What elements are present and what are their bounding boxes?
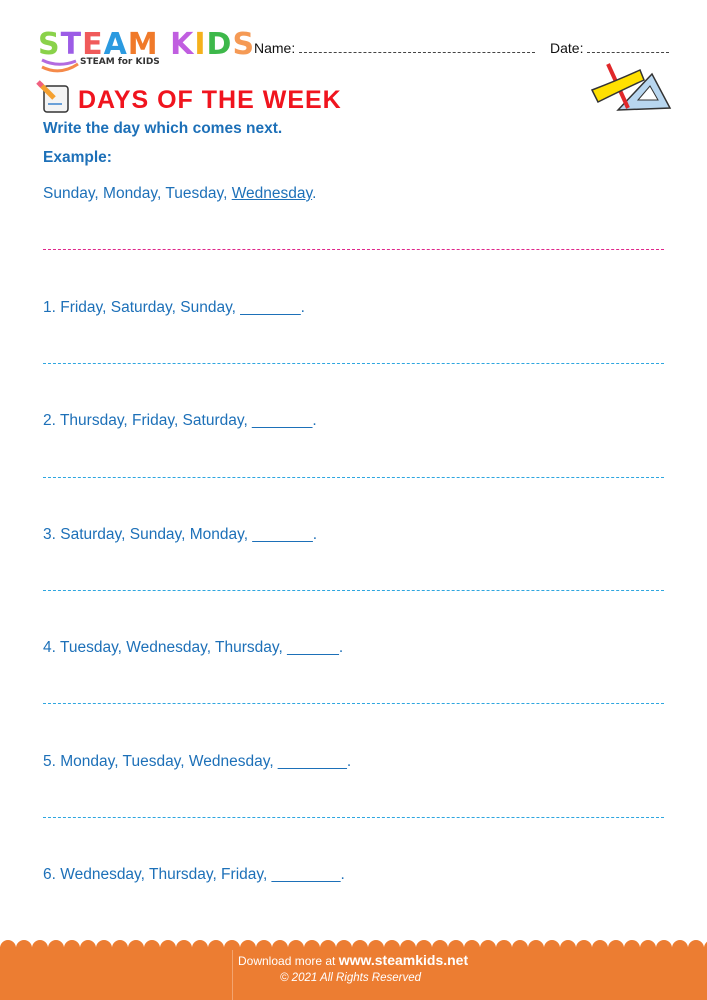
date-field[interactable]	[550, 40, 669, 56]
question-4: 4. Tuesday, Wednesday, Thursday, ______.	[43, 639, 344, 656]
name-label: Name:	[254, 40, 296, 56]
logo-letter: E	[82, 27, 104, 62]
download-text: Download more at	[238, 954, 339, 968]
date-line[interactable]	[587, 40, 669, 53]
ruler-pencil-icon	[588, 62, 674, 114]
question-6: 6. Wednesday, Thursday, Friday, ________.	[43, 866, 345, 883]
logo-letter: D	[206, 27, 233, 62]
website-link[interactable]: www.steamkids.net	[338, 952, 469, 968]
example-sentence	[43, 185, 316, 203]
logo-letter	[159, 30, 170, 60]
logo-swoosh-icon	[40, 58, 80, 74]
date-label: Date:	[550, 40, 584, 56]
copyright: © 2021 All Rights Reserved	[280, 972, 422, 984]
question-1: 1. Friday, Saturday, Sunday, _______.	[43, 299, 305, 316]
answer-line	[43, 817, 664, 818]
example-answer: Wednesday	[231, 185, 313, 202]
example-label: Example:	[43, 149, 112, 166]
name-field[interactable]	[254, 40, 535, 56]
instruction: Write the day which comes next.	[43, 120, 283, 137]
answer-line	[43, 703, 664, 704]
logo-letter: S	[38, 27, 61, 62]
question-3: 3. Saturday, Sunday, Monday, _______.	[43, 526, 318, 543]
question-2: 2. Thursday, Friday, Saturday, _______.	[43, 412, 317, 429]
answer-line	[43, 590, 664, 591]
pencil-paper-icon	[36, 80, 72, 114]
footer-download	[238, 952, 478, 968]
answer-line	[43, 477, 664, 478]
logo-letter: T	[60, 27, 83, 62]
example-suffix: .	[312, 185, 317, 202]
answer-line	[43, 363, 664, 364]
page-title: DAYS OF THE WEEK	[78, 86, 342, 114]
logo-letter: A	[103, 27, 128, 62]
example-prefix: Sunday, Monday, Tuesday,	[43, 185, 232, 202]
logo-letter: I	[194, 27, 207, 62]
name-line[interactable]	[299, 40, 535, 53]
logo-letter: S	[232, 27, 256, 62]
footer-divider	[232, 950, 233, 1000]
logo-subtitle: STEAM for KIDS	[80, 57, 160, 67]
divider	[43, 249, 664, 250]
logo-letter: K	[170, 27, 195, 62]
question-5: 5. Monday, Tuesday, Wednesday, ________.	[43, 753, 352, 770]
logo-letter: M	[127, 27, 159, 62]
